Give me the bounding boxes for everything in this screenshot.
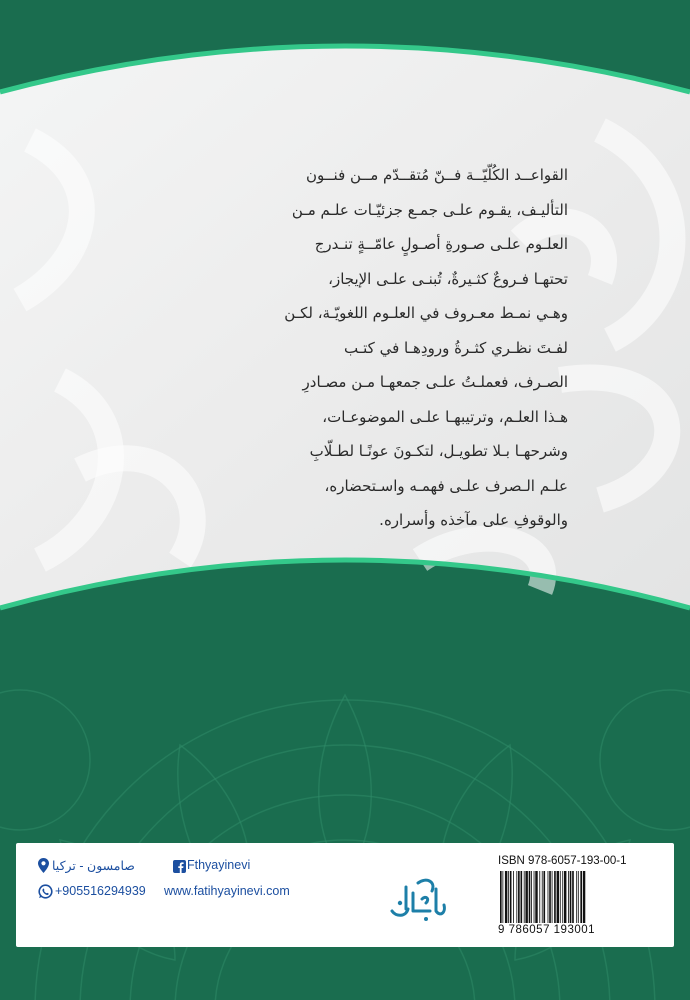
barcode-bar: [552, 871, 553, 923]
blurb-line: علـم الـصرف علـى فهمـه واسـتحضاره،: [324, 476, 568, 495]
barcode-bar: [531, 871, 532, 923]
barcode-bar: [500, 871, 502, 923]
barcode-bar: [535, 871, 537, 923]
blurb-line: وهـي نمـط معـروف في العلـوم اللغويّـة، لكـن: [284, 304, 568, 322]
barcode-bar: [580, 871, 582, 923]
barcode-bar: [539, 871, 540, 923]
blurb-line: هـذا العلـم، وترتيبهـا علـى الموضوعـات،: [322, 407, 568, 426]
location-text: صامسون - تركيا: [52, 859, 135, 873]
blurb-line: والوقوفِ على مآخذه وأسراره.: [379, 511, 568, 529]
facebook-handle[interactable]: Fthyayinevi: [187, 858, 251, 872]
publisher-info-bar: [16, 843, 674, 947]
barcode-bar: [554, 871, 556, 923]
barcode-bar: [518, 871, 520, 923]
barcode-bar: [502, 871, 503, 923]
barcode-bar: [525, 871, 527, 923]
barcode-bar: [572, 871, 574, 923]
barcode-bar: [524, 871, 525, 923]
isbn-label: ISBN 978-6057-193-00-1: [498, 855, 627, 867]
whatsapp-icon: [38, 884, 53, 899]
barcode-bar: [513, 871, 514, 923]
isbn-barcode: [498, 871, 656, 923]
back-cover-blurb: [148, 158, 568, 538]
blurb-line: تحتهـا فـروعٌ كثـيرةٌ، تُبنـى علـى الإيجاز،: [328, 269, 568, 288]
barcode-bar: [521, 871, 523, 923]
barcode-bar: [570, 871, 572, 923]
blurb-line: الصـرف، فعملـتُ علـى جمعهـا مـن مصـادرِ: [302, 373, 568, 391]
barcode-bar: [529, 871, 531, 923]
barcode-bar: [578, 871, 579, 923]
barcode-bar: [516, 871, 517, 923]
barcode-bar: [542, 871, 543, 923]
barcode-bar: [583, 871, 585, 923]
barcode-bar: [505, 871, 507, 923]
location-pin-icon: [38, 858, 49, 873]
blurb-line: التأليـف، يقـوم علـى جمـع جزئيّـات علـم مـن: [291, 200, 568, 219]
facebook-icon: [173, 860, 186, 873]
publisher-logo: [386, 873, 450, 923]
barcode-bar: [576, 871, 577, 923]
barcode-bar: [548, 871, 549, 923]
barcode-bar: [557, 871, 559, 923]
barcode-bar: [568, 871, 569, 923]
barcode-bar: [562, 871, 563, 923]
barcode-bar: [564, 871, 566, 923]
isbn-barcode-block: [498, 853, 656, 939]
barcode-bar: [549, 871, 551, 923]
barcode-bar: [543, 871, 545, 923]
barcode-bar: [534, 871, 535, 923]
blurb-line: القواعــد الكُلّيّــة فــنّ مُتقــدّم مــن فنــون: [305, 166, 568, 184]
barcode-bar: [560, 871, 561, 923]
blurb-line: لفـتَ نظـري كثـرةُ ورودِهـا في كتـب: [344, 338, 568, 357]
barcode-bar: [510, 871, 512, 923]
phone-number[interactable]: +905516294939: [55, 884, 146, 898]
website-link[interactable]: www.fatihyayinevi.com: [164, 884, 290, 898]
blurb-line: وشرحهـا بـلا تطويـل، لتكـونَ عونًـا لطـلّابِ: [309, 442, 568, 460]
barcode-bar: [508, 871, 509, 923]
barcode-digits: 9 786057 193001: [498, 924, 596, 936]
blurb-line: العلـوم علـى صـورةِ أصـولٍ عامّــةٍ تنـدرج: [314, 235, 568, 253]
